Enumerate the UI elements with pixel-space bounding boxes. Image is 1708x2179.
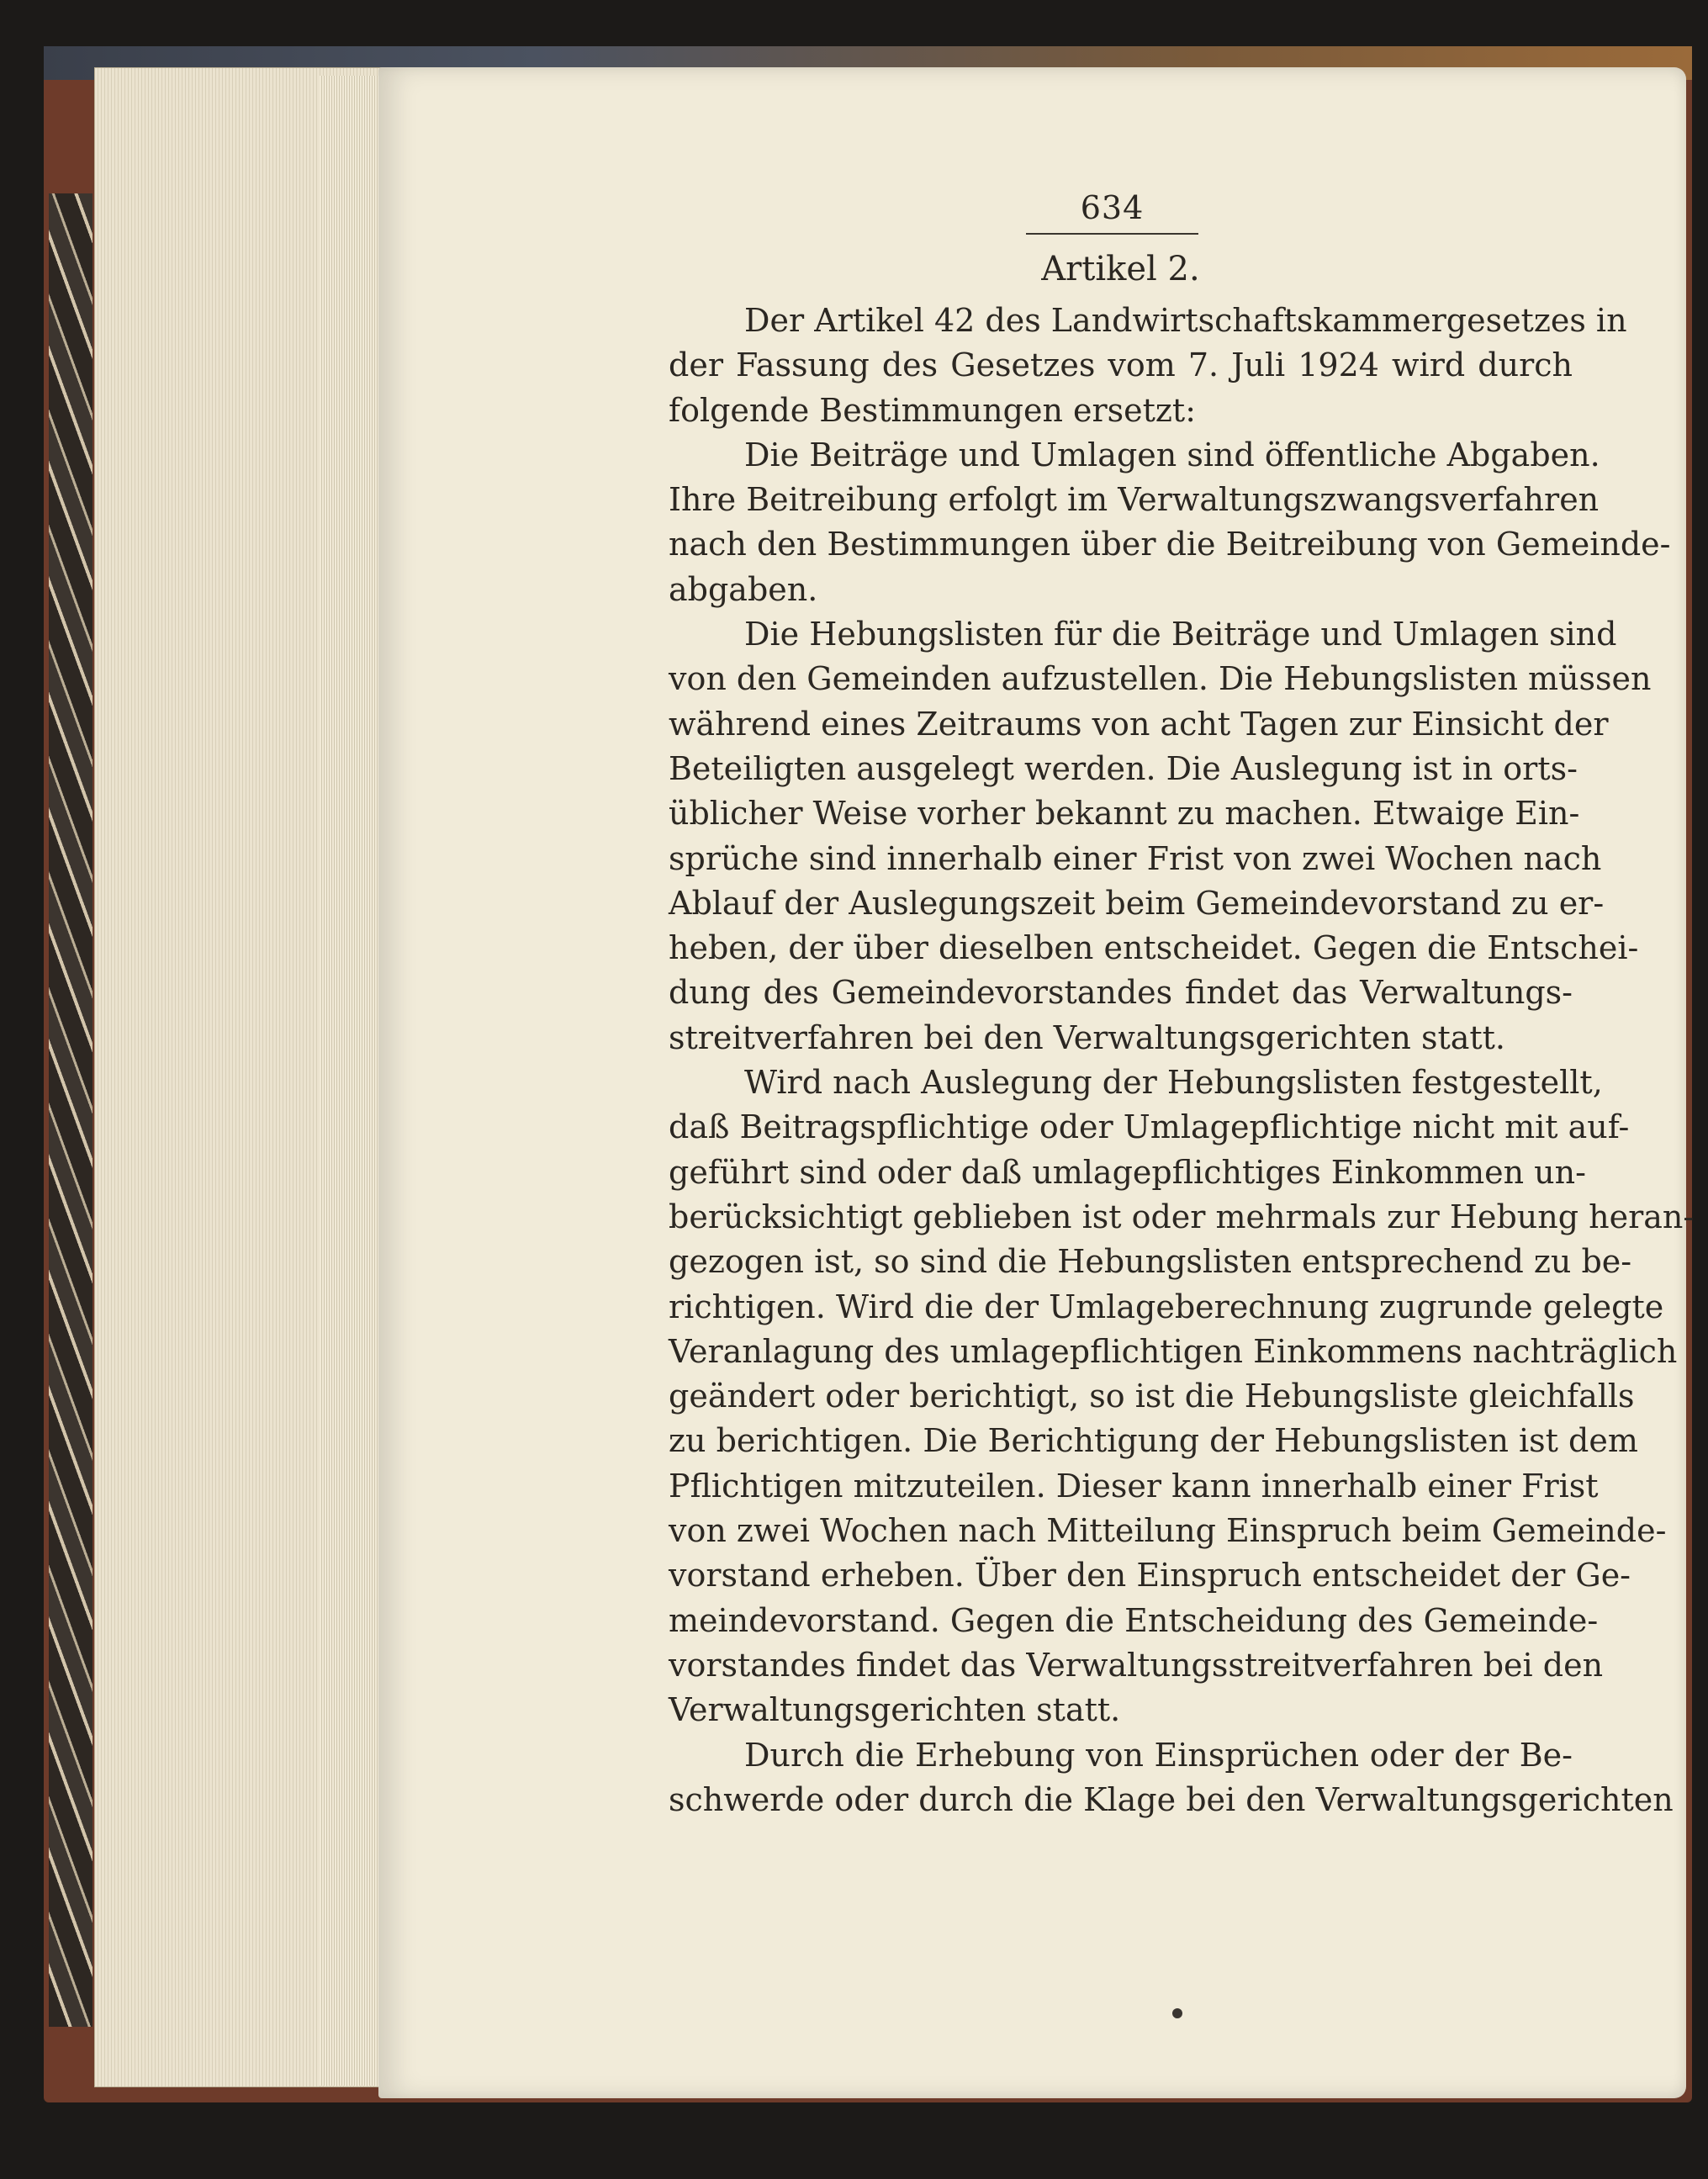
text-line: Ihre Beitreibung erfolgt im Verwaltungszwangsverfahren — [669, 481, 1600, 519]
text-line: Durch die Erhebung von Einsprüchen oder der Be- — [744, 1736, 1573, 1774]
text-line: vorstandes findet das Verwaltungsstreitverfahren bei den — [669, 1646, 1604, 1684]
text-line: heben, der über dieselben entscheidet. Gegen die Entschei- — [669, 929, 1639, 967]
text-line: Verwaltungsgerichten statt. — [669, 1691, 1121, 1729]
text-line: Beteiligten ausgelegt werden. Die Auslegung ist in orts- — [669, 749, 1578, 787]
text-line: geführt sind oder daß umlagepflichtiges Einkommen un- — [669, 1153, 1586, 1191]
paragraph — [669, 1060, 1695, 1732]
text-line: dung des Gemeindevorstandes findet das Verwaltungs- — [669, 974, 1573, 1012]
text-line: üblicher Weise vorher bekannt zu machen. Etwaige Ein- — [669, 795, 1580, 833]
paragraph — [669, 299, 1627, 433]
page-number: 634 — [1026, 189, 1198, 235]
text-line: Wird nach Auslegung der Hebungslisten festgestellt, — [744, 1064, 1603, 1102]
text-line: nach den Bestimmungen über die Beitreibung von Gemeinde- — [669, 526, 1671, 563]
text-line: berücksichtigt geblieben ist oder mehrmals zur Hebung heran- — [669, 1198, 1695, 1235]
text-line: daß Beitragspflichtige oder Umlagepflichtige nicht mit auf- — [669, 1108, 1630, 1146]
paragraph — [669, 612, 1652, 1060]
page-text — [669, 189, 1695, 1822]
paragraph — [669, 1733, 1674, 1823]
text-line: geändert oder berichtigt, so ist die Hebungsliste gleichfalls — [669, 1378, 1635, 1415]
text-line: vorstand erheben. Über den Einspruch entscheidet der Ge- — [669, 1557, 1631, 1595]
text-line: während eines Zeitraums von acht Tagen zur Einsicht der — [669, 705, 1609, 743]
text-line: richtigen. Wird die der Umlageberechnung zugrunde gelegte — [669, 1288, 1664, 1325]
text-line: Ablauf der Auslegungszeit beim Gemeindevorstand zu er- — [669, 884, 1605, 922]
paragraph — [669, 433, 1671, 612]
page-edges — [320, 76, 387, 2086]
text-line: schwerde oder durch die Klage bei den Verwaltungsgerichten — [669, 1780, 1674, 1818]
text-line: Pflichtigen mitzuteilen. Dieser kann innerhalb einer Frist — [669, 1467, 1599, 1505]
text-line: meindevorstand. Gegen die Entscheidung des Gemeinde- — [669, 1601, 1599, 1639]
text-line: streitverfahren bei den Verwaltungsgerichten statt. — [669, 1018, 1506, 1056]
text-line: zu berichtigen. Die Berichtigung der Hebungslisten ist dem — [669, 1422, 1638, 1460]
text-line: sprüche sind innerhalb einer Frist von zwei Wochen nach — [669, 839, 1602, 877]
text-line: abgaben. — [669, 570, 818, 608]
text-line: gezogen ist, so sind die Hebungslisten entsprechend zu be- — [669, 1243, 1632, 1281]
marbled-spine — [49, 193, 93, 2027]
text-line: von den Gemeinden aufzustellen. Die Hebungslisten müssen — [669, 660, 1652, 698]
text-line: folgende Bestimmungen ersetzt: — [669, 391, 1196, 429]
ink-dot — [1172, 2008, 1182, 2018]
text-line: Die Hebungslisten für die Beiträge und Umlagen sind — [744, 616, 1617, 653]
text-line: der Fassung des Gesetzes vom 7. Juli 1924 wird durch — [669, 346, 1573, 384]
article-title: Artikel 2. — [1041, 250, 1200, 288]
text-line: von zwei Wochen nach Mitteilung Einspruch beim Gemeinde- — [669, 1512, 1667, 1550]
text-line: Veranlagung des umlagepflichtigen Einkommens nachträglich — [669, 1332, 1678, 1370]
text-line: Die Beiträge und Umlagen sind öffentliche Abgaben. — [744, 436, 1600, 473]
text-line: Der Artikel 42 des Landwirtschaftskammergesetzes in — [744, 302, 1627, 339]
